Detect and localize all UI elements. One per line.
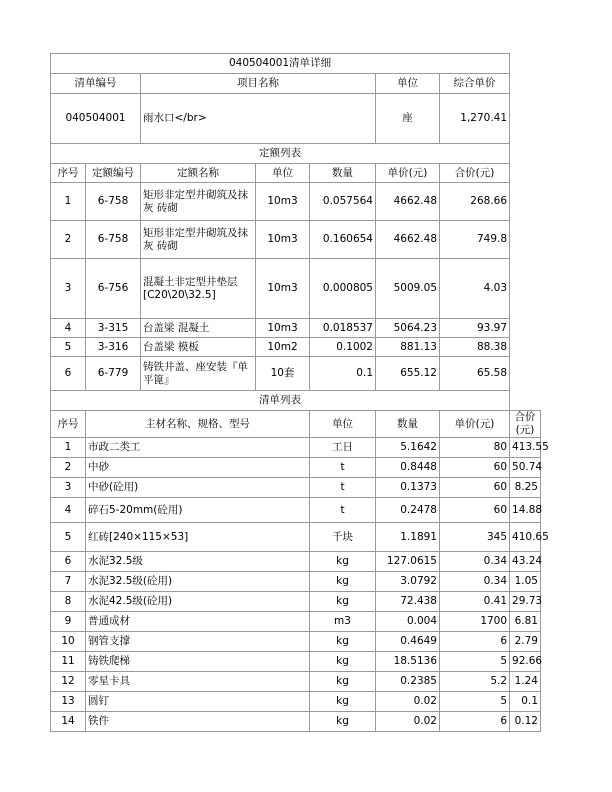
quota-unit: 10m3 [256,183,310,221]
table-row [51,458,541,478]
material-unit: kg [310,632,376,652]
material-header-total: 合价(元) [510,411,541,438]
table-row [51,438,541,458]
quota-qty: 0.160654 [310,221,376,259]
quota-no: 5 [51,338,86,357]
header-unit: 单位 [376,74,440,94]
quota-price: 4662.48 [376,221,440,259]
table-row [51,498,541,523]
material-no: 4 [51,498,86,523]
material-total: 0.1 [510,692,541,712]
material-qty: 18.5136 [376,652,440,672]
quota-name: 台盖梁 模板 [141,338,256,357]
quota-header-code: 定额编号 [86,164,141,183]
material-total: 2.79 [510,632,541,652]
material-name: 普通成材 [86,612,310,632]
material-price: 6 [440,632,510,652]
table-row [51,357,541,391]
material-qty: 5.1642 [376,438,440,458]
material-no: 5 [51,523,86,552]
item-unit: 座 [376,94,440,144]
material-no: 14 [51,712,86,732]
quota-name: 矩形非定型井砌筑及抹灰 砖砌 [141,221,256,259]
material-price: 6 [440,712,510,732]
material-no: 3 [51,478,86,498]
material-name: 中砂 [86,458,310,478]
quota-price: 655.12 [376,357,440,391]
material-unit: kg [310,572,376,592]
material-unit: kg [310,672,376,692]
quota-total: 88.38 [440,338,510,357]
header-price: 综合单价 [440,74,510,94]
material-no: 11 [51,652,86,672]
material-qty: 0.8448 [376,458,440,478]
quota-total: 93.97 [440,319,510,338]
material-qty: 0.2385 [376,672,440,692]
table-row [51,572,541,592]
material-no: 10 [51,632,86,652]
quota-total: 268.66 [440,183,510,221]
quota-no: 2 [51,221,86,259]
quota-price: 4662.48 [376,183,440,221]
quota-no: 1 [51,183,86,221]
material-unit: m3 [310,612,376,632]
material-qty: 127.0615 [376,552,440,572]
material-qty: 0.02 [376,712,440,732]
material-unit: kg [310,692,376,712]
material-total: 43.24 [510,552,541,572]
quota-no: 4 [51,319,86,338]
material-price: 0.41 [440,592,510,612]
material-name: 零星卡具 [86,672,310,692]
material-name: 水泥32.5级(砼用) [86,572,310,592]
quota-code: 3-316 [86,338,141,357]
material-price: 345 [440,523,510,552]
table-row [51,672,541,692]
quota-header-price: 单价(元) [376,164,440,183]
quota-total: 4.03 [440,259,510,319]
table-row [51,592,541,612]
material-no: 6 [51,552,86,572]
material-qty: 0.004 [376,612,440,632]
material-qty: 0.2478 [376,498,440,523]
quota-name: 矩形非定型井砌筑及抹灰 砖砌 [141,183,256,221]
material-total: 29.73 [510,592,541,612]
material-total: 0.12 [510,712,541,732]
material-price: 1700 [440,612,510,632]
material-qty: 0.02 [376,692,440,712]
table-row [51,612,541,632]
material-price: 60 [440,458,510,478]
material-total: 50.74 [510,458,541,478]
quota-unit: 10m3 [256,259,310,319]
material-name: 铸铁爬梯 [86,652,310,672]
material-header-qty: 数量 [376,411,440,438]
header-code: 清单编号 [51,74,141,94]
quota-code: 6-756 [86,259,141,319]
material-qty: 1.1891 [376,523,440,552]
quota-unit: 10m3 [256,319,310,338]
item-code: 040504001 [51,94,141,144]
material-header-name: 主材名称、规格、型号 [86,411,310,438]
material-price: 0.34 [440,552,510,572]
material-no: 12 [51,672,86,692]
material-unit: t [310,498,376,523]
quota-unit: 10m3 [256,221,310,259]
material-qty: 0.1373 [376,478,440,498]
quota-qty: 0.057564 [310,183,376,221]
material-name: 水泥32.5级 [86,552,310,572]
quota-header-name: 定额名称 [141,164,256,183]
material-name: 红砖[240×115×53] [86,523,310,552]
material-header-unit: 单位 [310,411,376,438]
material-name: 水泥42.5级(砼用) [86,592,310,612]
material-no: 9 [51,612,86,632]
quota-code: 3-315 [86,319,141,338]
material-total: 413.55 [510,438,541,458]
bill-detail-table [50,53,549,732]
material-price: 5.2 [440,672,510,692]
table-row [51,183,541,221]
material-no: 7 [51,572,86,592]
quota-no: 3 [51,259,86,319]
material-price: 0.34 [440,572,510,592]
material-unit: 工日 [310,438,376,458]
quota-qty: 0.000805 [310,259,376,319]
quota-total: 749.8 [440,221,510,259]
table-row [51,478,541,498]
quota-code: 6-779 [86,357,141,391]
material-section-title: 清单列表 [51,391,510,411]
material-qty: 72.438 [376,592,440,612]
quota-unit: 10套 [256,357,310,391]
material-no: 8 [51,592,86,612]
material-unit: kg [310,592,376,612]
material-unit: t [310,458,376,478]
material-total: 8.25 [510,478,541,498]
material-no: 13 [51,692,86,712]
header-name: 项目名称 [141,74,376,94]
table-row [51,552,541,572]
quota-code: 6-758 [86,221,141,259]
quota-name: 台盖梁 混凝土 [141,319,256,338]
material-name: 圆钉 [86,692,310,712]
material-total: 6.81 [510,612,541,632]
quota-code: 6-758 [86,183,141,221]
material-unit: kg [310,552,376,572]
table-row [51,319,541,338]
quota-header-no: 序号 [51,164,86,183]
material-total: 92.66 [510,652,541,672]
quota-section-title: 定额列表 [51,144,510,164]
material-unit: 千块 [310,523,376,552]
item-price: 1,270.41 [440,94,510,144]
quota-name: 铸铁井盖、座安装『单平篦』 [141,357,256,391]
material-header-no: 序号 [51,411,86,438]
material-total: 410.65 [510,523,541,552]
material-price: 80 [440,438,510,458]
material-no: 1 [51,438,86,458]
material-price: 5 [440,652,510,672]
quota-price: 5009.05 [376,259,440,319]
quota-qty: 0.1002 [310,338,376,357]
table-row [51,259,541,319]
material-header-price: 单价(元) [440,411,510,438]
material-qty: 0.4649 [376,632,440,652]
table-row [51,652,541,672]
material-total: 14.88 [510,498,541,523]
table-row [51,221,541,259]
material-name: 钢管支撑 [86,632,310,652]
table-title: 040504001清单详细 [51,54,510,74]
material-qty: 3.0792 [376,572,440,592]
material-unit: kg [310,652,376,672]
quota-header-qty: 数量 [310,164,376,183]
material-price: 60 [440,498,510,523]
quota-qty: 0.1 [310,357,376,391]
table-row [51,523,541,552]
material-name: 市政二类工 [86,438,310,458]
quota-qty: 0.018537 [310,319,376,338]
material-name: 碎石5-20mm(砼用) [86,498,310,523]
quota-price: 5064.23 [376,319,440,338]
table-row [51,692,541,712]
quota-no: 6 [51,357,86,391]
quota-total: 65.58 [440,357,510,391]
item-name: 雨水口</br> [141,94,376,144]
material-name: 铁件 [86,712,310,732]
material-total: 1.24 [510,672,541,692]
quota-price: 881.13 [376,338,440,357]
material-unit: kg [310,712,376,732]
quota-name: 混凝土非定型井垫层 [C20\20\32.5] [141,259,256,319]
quota-header-total: 合价(元) [440,164,510,183]
material-price: 60 [440,478,510,498]
quota-header-unit: 单位 [256,164,310,183]
material-unit: t [310,478,376,498]
material-name: 中砂(砼用) [86,478,310,498]
material-total: 1.05 [510,572,541,592]
material-no: 2 [51,458,86,478]
material-price: 5 [440,692,510,712]
quota-unit: 10m2 [256,338,310,357]
table-row [51,712,541,732]
table-row [51,632,541,652]
table-row [51,338,541,357]
